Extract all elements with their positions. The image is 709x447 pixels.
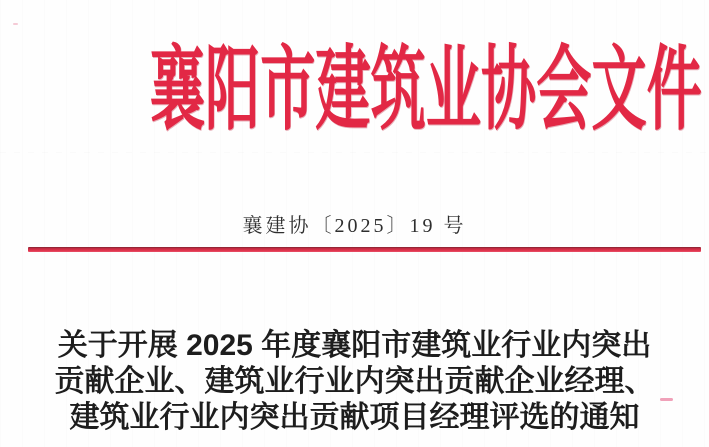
document-number: 襄建协〔2025〕19 号 <box>242 215 467 237</box>
scan-artifact <box>0 152 709 153</box>
scan-artifact <box>13 23 18 25</box>
notice-title-line-1: 关于开展 2025 年度襄阳市建筑业行业内突出 <box>57 329 652 362</box>
notice-title-line-2: 贡献企业、建筑业行业内突出贡献企业经理、 <box>54 365 655 398</box>
red-separator-line <box>28 247 701 252</box>
agency-header-title: 襄阳市建筑业协会文件 <box>149 39 702 141</box>
notice-title-line-3: 建筑业行业内突出贡献项目经理评选的通知 <box>69 401 640 434</box>
notice-title <box>0 328 709 436</box>
